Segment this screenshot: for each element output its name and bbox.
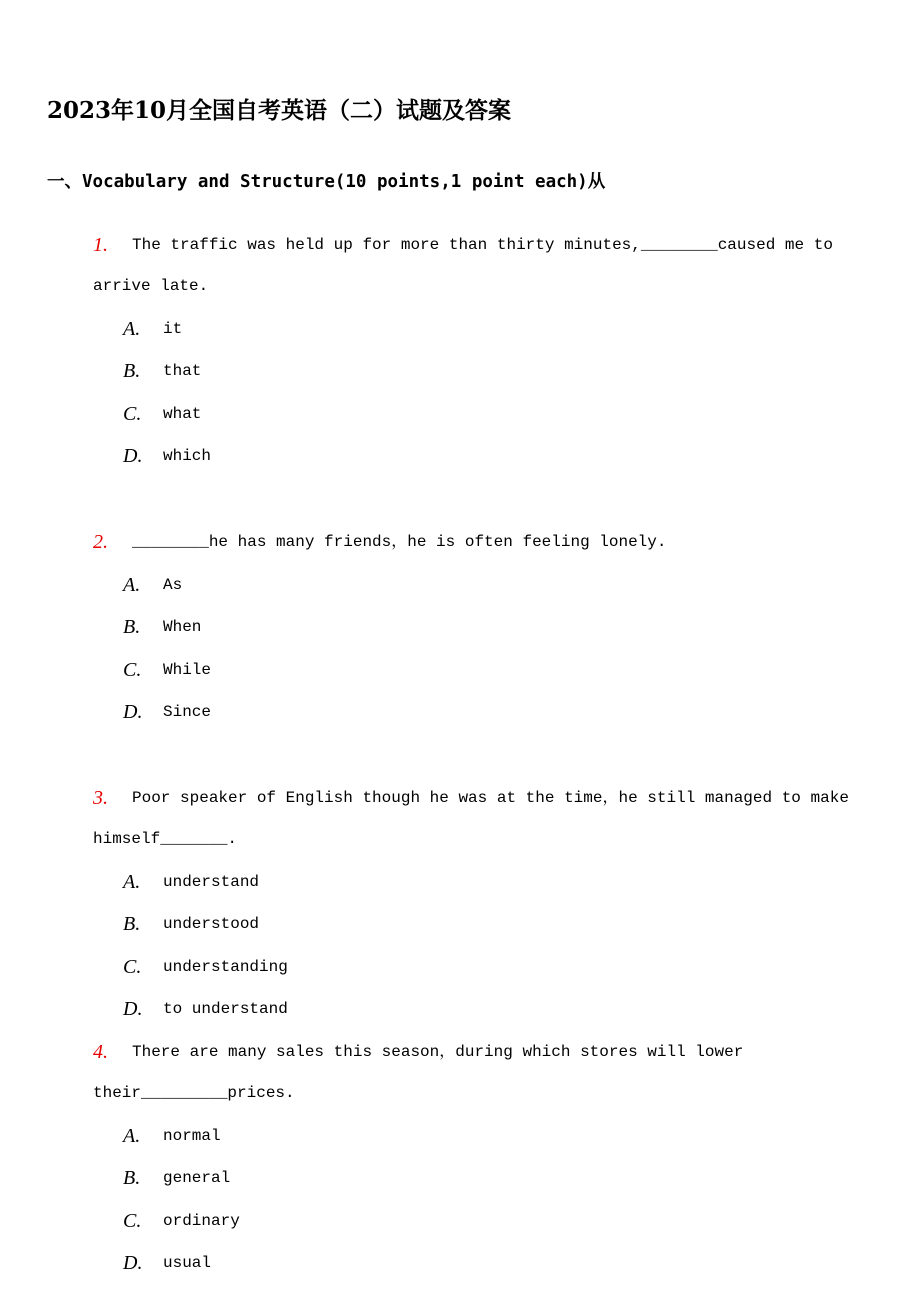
option-letter: A. [123, 574, 141, 596]
option-letter: A. [123, 871, 141, 893]
option-letter: B. [123, 1167, 141, 1189]
option-letter: D. [123, 445, 143, 467]
question-number: 3. [93, 787, 108, 809]
option-text: that [163, 362, 202, 380]
option-text: As [163, 576, 183, 594]
option-letter: C. [123, 1210, 142, 1232]
question-number: 4. [93, 1041, 108, 1063]
option-letter: C. [123, 403, 142, 425]
question-text-line: The traffic was held up for more than thirty minutes,________caused me to [132, 236, 833, 254]
option-text: understood [163, 915, 260, 933]
document-title: 2023年10月全国自考英语（二）试题及答案 [47, 97, 512, 124]
option-letter: C. [123, 659, 142, 681]
option-text: which [163, 447, 212, 465]
option-letter: C. [123, 956, 142, 978]
option-text: While [163, 661, 212, 679]
option-letter: B. [123, 913, 141, 935]
option-letter: A. [123, 1125, 141, 1147]
option-text: usual [163, 1254, 212, 1272]
option-text: it [163, 320, 183, 338]
option-text: When [163, 618, 202, 636]
question-text-line: their_________prices. [93, 1084, 295, 1102]
option-text: understanding [163, 958, 288, 976]
option-letter: D. [123, 998, 143, 1020]
option-text: to understand [163, 1000, 288, 1018]
option-text: general [163, 1169, 231, 1187]
option-text: normal [163, 1127, 221, 1145]
option-text: Since [163, 703, 212, 721]
question-number: 1. [93, 234, 108, 256]
option-letter: A. [123, 318, 141, 340]
option-text: understand [163, 873, 260, 891]
question-text-line: There are many sales this season，during which stores will lower [132, 1043, 744, 1061]
option-letter: B. [123, 360, 141, 382]
section-heading: 一、Vocabulary and Structure(10 points,1 point each)从 [47, 172, 606, 192]
option-text: ordinary [163, 1212, 240, 1230]
option-letter: D. [123, 701, 143, 723]
question-number: 2. [93, 531, 108, 553]
question-text-line: Poor speaker of English though he was at the time，he still managed to make [132, 789, 849, 807]
question-text-line: ________he has many friends，he is often feeling lonely. [132, 533, 667, 551]
option-letter: D. [123, 1252, 143, 1274]
option-letter: B. [123, 616, 141, 638]
question-text-line: arrive late. [93, 277, 209, 295]
question-text-line: himself_______. [93, 830, 238, 848]
option-text: what [163, 405, 202, 423]
